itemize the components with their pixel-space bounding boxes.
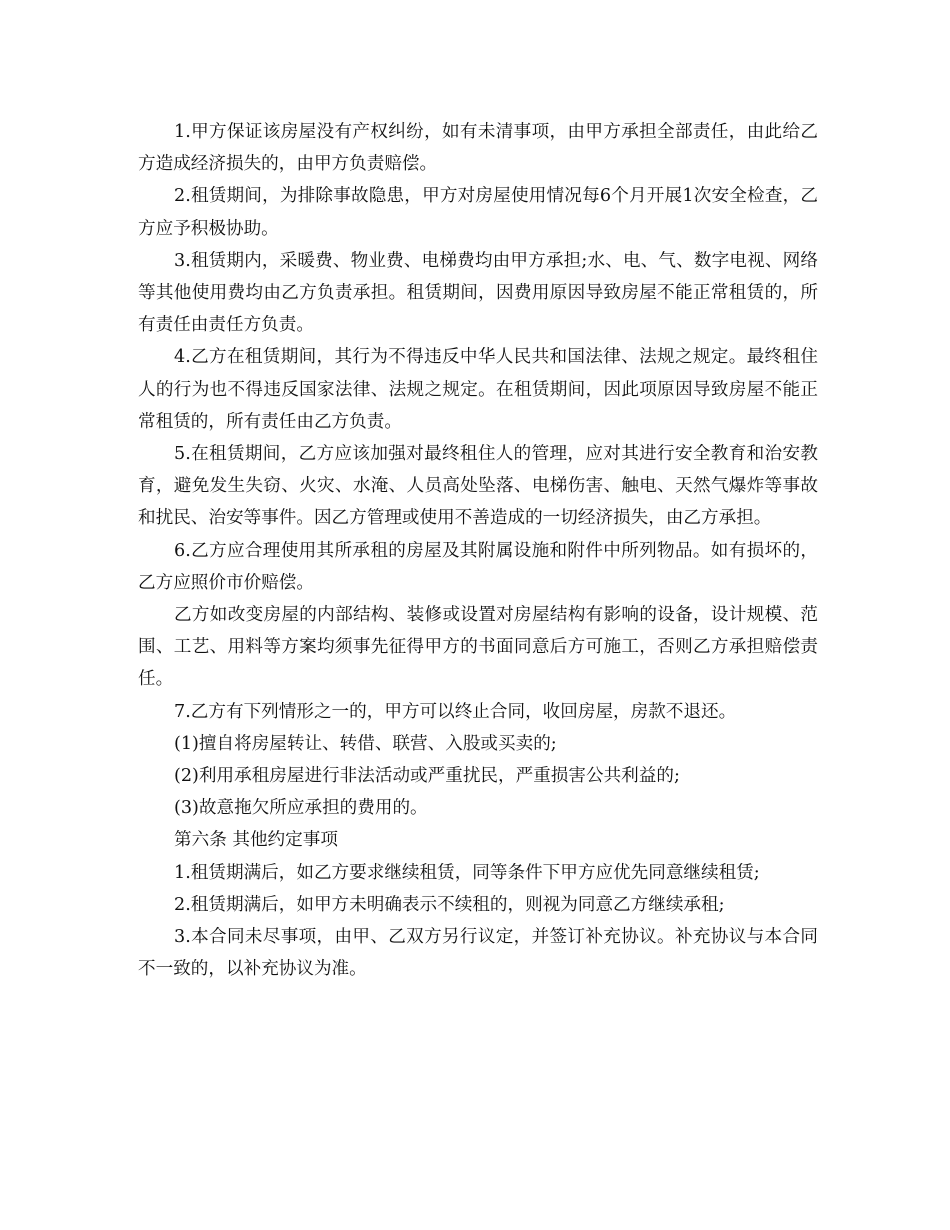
paragraph-clause-5-2: 2.租赁期间，为排除事故隐患，甲方对房屋使用情况每6个月开展1次安全检查，乙方应予积极协助。 — [138, 186, 818, 239]
paragraph-item-3: (3)故意拖欠所应承担的费用的。 — [174, 798, 428, 819]
paragraph-clause-5-1: 1.甲方保证该房屋没有产权纠纷，如有未清事项，由甲方承担全部责任，由此给乙方造成经济损失的，由甲方负责赔偿。 — [138, 122, 818, 175]
paragraph-item-2: (2)利用承租房屋进行非法活动或严重扰民，严重损害公共利益的; — [174, 766, 680, 787]
paragraph-clause-5-5: 5.在租赁期间，乙方应该加强对最终租住人的管理，应对其进行安全教育和治安教育，避免发生失窃、火灾、水淹、人员高处坠落、电梯伤害、触电、天然气爆炸等事故和扰民、治安等事件。因乙方管理或使用不善造成的一切经济损失，由乙方承担。 — [138, 444, 818, 529]
paragraph-clause-6-3: 3.本合同未尽事项，由甲、乙双方另行议定，并签订补充协议。补充协议与本合同不一致的，以补充协议为准。 — [138, 927, 818, 980]
paragraph-clause-5-7: 7.乙方有下列情形之一的，甲方可以终止合同，收回房屋，房款不退还。 — [174, 701, 737, 722]
paragraph-clause-6-1: 1.租赁期满后，如乙方要求继续租赁，同等条件下甲方应优先同意继续租赁; — [174, 862, 760, 883]
paragraph-clause-5-6: 6.乙方应合理使用其所承租的房屋及其附属设施和附件中所列物品。如有损坏的，乙方应照价市价赔偿。 — [138, 540, 818, 593]
document-body — [138, 116, 818, 985]
paragraph-clause-5-3: 3.租赁期内，采暖费、物业费、电梯费均由甲方承担;水、电、气、数字电视、网络等其他使用费均由乙方负责承担。租赁期间，因费用原因导致房屋不能正常租赁的，所有责任由责任方负责。 — [138, 250, 818, 336]
paragraph-clause-5-4: 4.乙方在租赁期间，其行为不得违反中华人民共和国法律、法规之规定。最终租住人的行为也不得违反国家法律、法规之规定。在租赁期间，因此项原因导致房屋不能正常租赁的，所有责任由乙方负责。 — [138, 347, 818, 432]
paragraph-alteration-note: 乙方如改变房屋的内部结构、装修或设置对房屋结构有影响的设备，设计规模、范围、工艺、用料等方案均须事先征得甲方的书面同意后方可施工，否则乙方承担赔偿责任。 — [138, 605, 818, 690]
paragraph-item-1: (1)擅自将房屋转让、转借、联营、入股或买卖的; — [174, 733, 557, 754]
section-heading-article-6: 第六条 其他约定事项 — [174, 830, 338, 851]
paragraph-clause-6-2: 2.租赁期满后，如甲方未明确表示不续租的，则视为同意乙方继续承租; — [174, 894, 725, 915]
